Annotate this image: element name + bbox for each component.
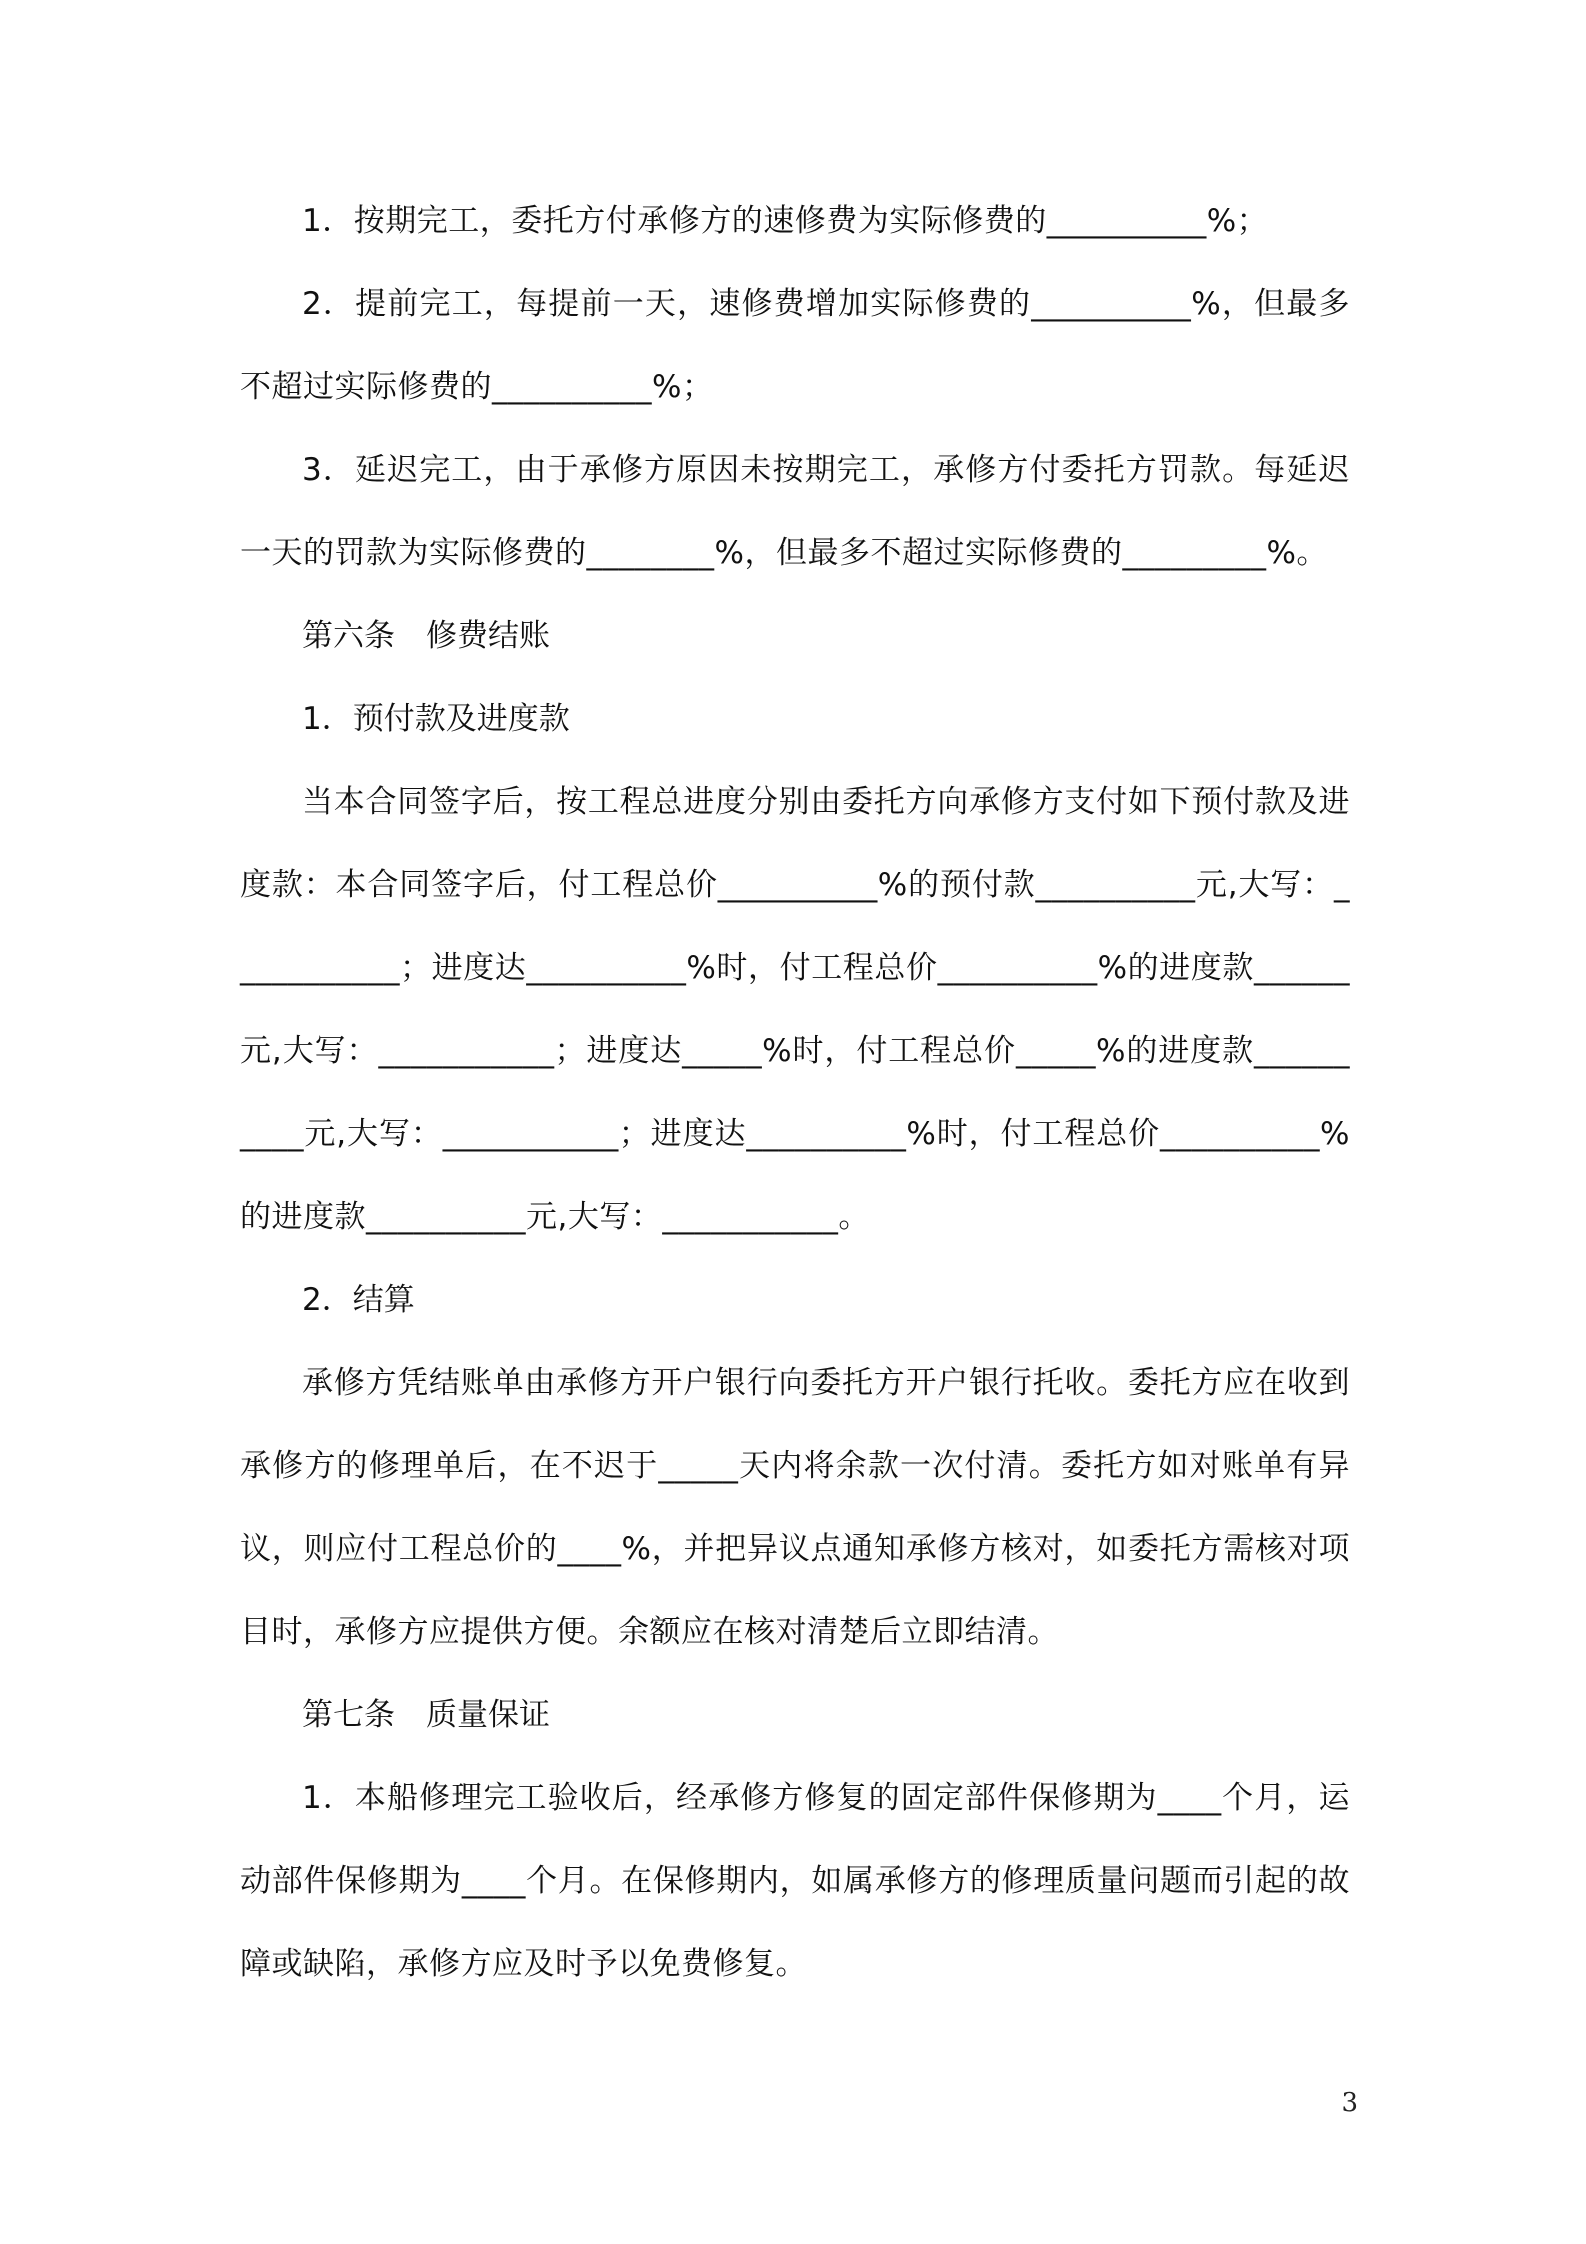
- clause-5-item-1: 1．按期完工，委托方付承修方的速修费为实际修费的__________%；: [302, 203, 1269, 239]
- article-6-item-1-heading: 1．预付款及进度款: [302, 701, 570, 737]
- article-6-payment-paragraph: 当本合同签字后，按工程总进度分别由委托方向承修方支付如下预付款及进度款：本合同签字后，付工程总价__________%的预付款__________元,大写：___________；进度达__________%时，付工程总价__________%的进度款______元,大写：___________；进度达_____%时，付工程总价_____%的进度款__________元,大写：___________；进度达__________%时，付工程总价__________%的进度款__________元,大写：___________。: [240, 784, 1350, 1235]
- clause-5-item-2: 2．提前完工，每提前一天，速修费增加实际修费的__________%，但最多不超过实际修费的__________%；: [240, 286, 1350, 405]
- document-body: [240, 180, 1350, 2006]
- page-number: 3: [1341, 2088, 1358, 2118]
- article-7-heading: 第七条 质量保证: [302, 1697, 550, 1733]
- article-6-heading: 第六条 修费结账: [302, 618, 550, 654]
- clause-5-item-3: 3．延迟完工，由于承修方原因未按期完工，承修方付委托方罚款。每延迟一天的罚款为实际修费的________%，但最多不超过实际修费的_________%。: [240, 452, 1350, 571]
- article-6-settlement-paragraph: 承修方凭结账单由承修方开户银行向委托方开户银行托收。委托方应在收到承修方的修理单后，在不迟于_____天内将余款一次付清。委托方如对账单有异议，则应付工程总价的____%，并把异议点通知承修方核对，如委托方需核对项目时，承修方应提供方便。余额应在核对清楚后立即结清。: [240, 1365, 1350, 1650]
- article-7-item-1: 1．本船修理完工验收后，经承修方修复的固定部件保修期为____个月，运动部件保修期为____个月。在保修期内，如属承修方的修理质量问题而引起的故障或缺陷，承修方应及时予以免费修复。: [240, 1780, 1350, 1982]
- article-6-item-2-heading: 2．结算: [302, 1282, 415, 1318]
